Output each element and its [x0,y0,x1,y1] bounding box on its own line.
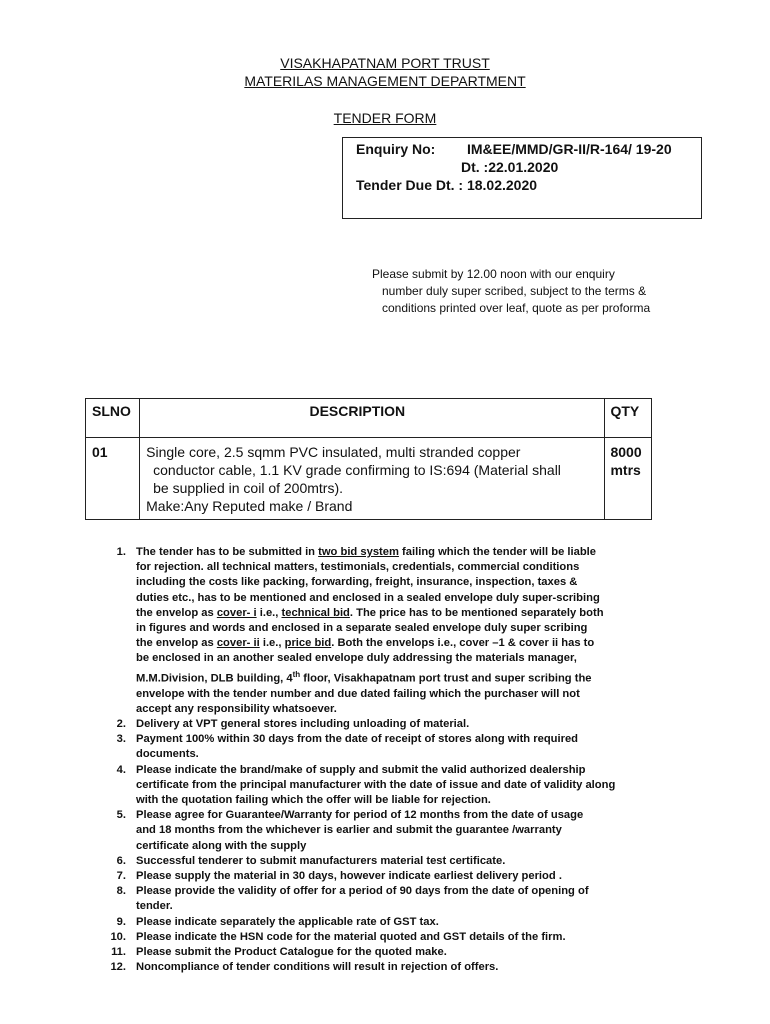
description-line: Single core, 2.5 sqmm PVC insulated, multi stranded copper [146,444,521,460]
organization-title: VISAKHAPATNAM PORT TRUST [280,55,490,71]
term-emphasis: cover- ii [216,637,260,650]
term-item [110,884,680,914]
term-text: Please provide the validity of offer for a period of 90 days from the date of opening of [136,885,589,898]
term-text: tender. [136,900,173,913]
term-text: Please submit the Product Catalogue for the quoted make. [136,946,447,959]
qty-unit: mtrs [610,462,641,478]
term-text: Payment 100% within 30 days from the date of receipt of stores along with required [136,733,579,746]
term-text: documents. [136,748,199,761]
header-qty: QTY [605,399,652,438]
term-number: 6. [116,854,126,867]
term-text: Successful tenderer to submit manufacturers material test certificate. [136,854,506,867]
row-qty [605,438,652,520]
term-number: 10. [110,930,126,943]
terms-list [110,545,680,975]
term-emphasis: cover- i [216,606,257,619]
term-text: floor, Visakhapatnam port trust and super scribing the [300,672,592,685]
term-number: 5. [116,809,126,822]
term-text: certificate from the principal manufacturer with the date of issue and date of validity along [136,778,616,791]
term-text: Please indicate the brand/make of supply and submit the valid authorized dealership [136,763,586,776]
term-item [110,717,680,732]
term-text: Please indicate separately the applicable rate of GST tax. [136,915,439,928]
term-text: i.e., [259,637,285,650]
header-description: DESCRIPTION [140,399,605,438]
items-table [85,398,652,520]
table-header-row [86,399,652,438]
term-text: and 18 months from the whichever is earlier and submit the guarantee /warranty [136,824,562,837]
term-text: . The price has to be mentioned separately both [349,606,604,619]
term-text: i.e., [256,606,282,619]
term-item [110,960,680,975]
term-emphasis: technical bid [281,606,350,619]
note-line: Please submit by 12.00 noon with our enquiry [372,267,615,281]
term-number: 7. [116,870,126,882]
description-line: conductor cable, 1.1 KV grade confirming to IS:694 (Material shall [153,462,561,478]
term-text: Please indicate the HSN code for the material quoted and GST details of the firm. [136,930,566,943]
description-line: Make:Any Reputed make / Brand [146,498,353,514]
term-text: the envelop as [136,606,217,619]
term-item [110,930,680,945]
term-number: 11. [111,946,126,959]
enquiry-label: Enquiry No: [356,141,436,157]
term-text: The tender has to be submitted in [136,546,319,558]
department-title: MATERILAS MANAGEMENT DEPARTMENT [244,73,526,89]
description-line: be supplied in coil of 200mtrs). [153,480,344,496]
term-number: 3. [116,733,126,746]
term-item [110,869,680,884]
term-item [110,545,680,717]
term-item [110,808,680,854]
term-text: failing which the tender will be liable [398,546,597,558]
term-text: the envelop as [136,637,217,650]
row-slno: 01 [86,438,140,520]
table-row [86,438,652,520]
term-number: 12. [110,961,126,974]
enquiry-date: Dt. :22.01.2020 [461,159,559,175]
term-text: accept any responsibility whatsoever. [136,702,337,715]
term-number: 2. [116,717,126,730]
term-text: Delivery at VPT general stores including unloading of material. [136,717,470,730]
tender-due-date: Tender Due Dt. : 18.02.2020 [356,177,538,193]
term-number: 4. [116,763,126,776]
term-text: in figures and words and enclosed in a separate sealed envelope duly super scribing [136,622,588,635]
term-text: Noncompliance of tender conditions will result in rejection of offers. [136,961,499,974]
term-item [110,915,680,930]
qty-value: 8000 [610,444,642,460]
term-text: Please supply the material in 30 days, however indicate earliest delivery period . [136,870,562,882]
header-slno: SLNO [86,399,140,438]
term-emphasis: price bid [284,637,332,650]
term-superscript: th [292,669,301,679]
submission-note [372,266,682,317]
term-text: envelope with the tender number and due dated failing which the purchaser will not [136,687,580,700]
term-number: 8. [116,885,126,898]
term-item [110,945,680,960]
enquiry-number: IM&EE/MMD/GR-II/R-164/ 19-20 [467,141,672,157]
form-title: TENDER FORM [333,110,437,126]
term-text: be enclosed in an another sealed envelope duly addressing the materials manager, [136,652,577,665]
term-text: Please agree for Guarantee/Warranty for period of 12 months from the date of usage [136,809,584,822]
term-text: with the quotation failing which the offer will be liable for rejection. [136,793,491,806]
term-item [110,854,680,869]
row-description [140,438,605,520]
term-text: certificate along with the supply [136,839,307,852]
term-item [110,732,680,762]
term-item [110,763,680,809]
term-text: duties etc., has to be mentioned and enclosed in a sealed envelope duly super-scribing [136,591,600,604]
enquiry-box [342,137,702,219]
term-text: . Both the envelops i.e., cover –1 & cover ii has to [331,637,595,650]
term-text: including the costs like packing, forwarding, freight, insurance, inspection, taxes & [136,576,578,589]
term-text: for rejection. all technical matters, testimonials, credentials, commercial conditions [136,561,580,574]
term-text: M.M.Division, DLB building, 4 [136,672,293,685]
term-emphasis: two bid system [318,546,399,558]
note-line: conditions printed over leaf, quote as per proforma [382,301,651,315]
term-number: 9. [116,915,126,928]
term-number: 1. [116,546,126,558]
note-line: number duly super scribed, subject to the terms & [382,284,647,298]
